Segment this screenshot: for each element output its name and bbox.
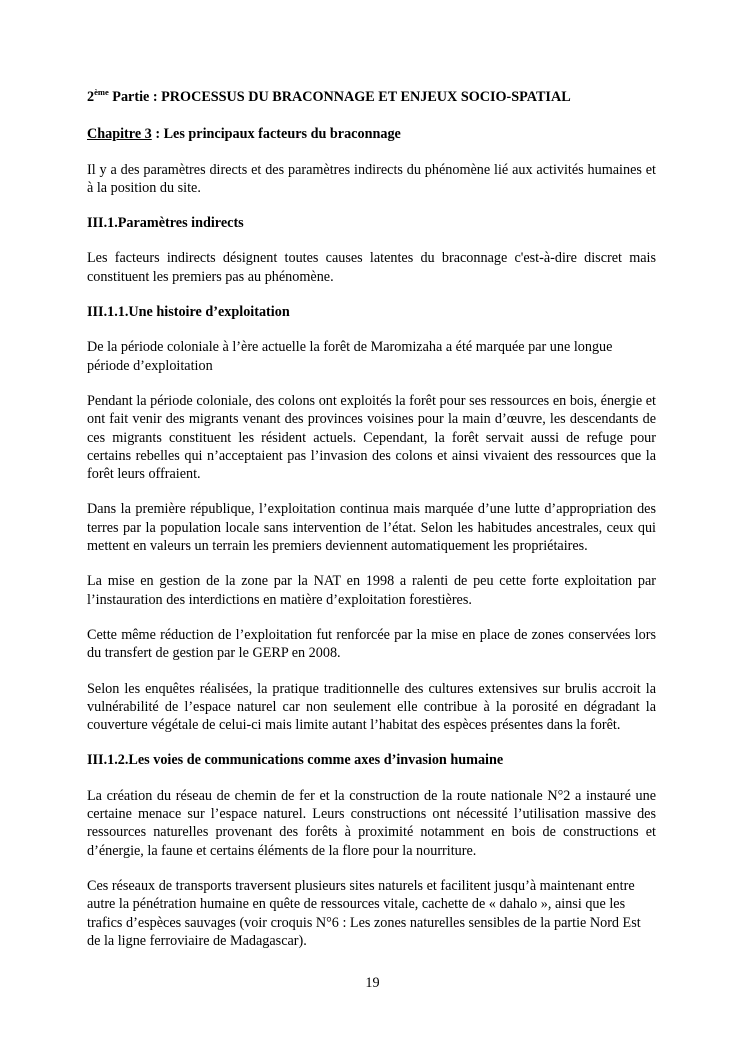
chapter-title: : Les principaux facteurs du braconnage bbox=[151, 126, 401, 143]
part-number-superscript: ème bbox=[94, 87, 109, 97]
section-heading-iii-1-2: III.1.2.Les voies de communications comme axes d’invasion humaine bbox=[87, 752, 504, 769]
page-number: 19 bbox=[365, 975, 380, 991]
part-heading bbox=[87, 88, 656, 106]
paragraph: Selon les enquêtes réalisées, la pratique traditionnelle des cultures extensives sur brulis accroit la vulnérabilité de l’espace naturel car non seulement elle contribue à la porosité en dégradant la couverture végétale de celui-ci mais limite autant l’habitat des espèces présentes dans la forêt. bbox=[87, 680, 656, 734]
document-page bbox=[87, 88, 656, 967]
paragraph: La mise en gestion de la zone par la NAT en 1998 a ralenti de peu cette forte exploitation par l’instauration des interdictions en matière d’exploitation forestières. bbox=[87, 573, 656, 608]
paragraph: Cette même réduction de l’exploitation fut renforcée par la mise en place de zones conservées lors du transfert de gestion par le GERP en 2008. bbox=[87, 626, 656, 662]
paragraph: Pendant la période coloniale, des colons ont exploités la forêt pour ses ressources en bois, énergie et ont fait venir des migrants venant des provinces voisines pour la main d’œuvre, les descendants de ces migrants constituent les résident actuels. Cependant, la forêt servait aussi de refuge pour certains rebelles qui n’acceptaient pas l’invasion des colons et ainsi vivaient des ressources que la forêt leurs offraient. bbox=[87, 392, 656, 483]
intro-paragraph: Il y a des paramètres directs et des paramètres indirects du phénomène lié aux activités humaines et à la position du site. bbox=[87, 161, 656, 196]
part-number: 2 bbox=[87, 89, 95, 105]
paragraph: Dans la première république, l’exploitation continua mais marquée d’une lutte d’appropriation des terres par la population locale sans intervention de l’état. Selon les habitudes ancestrales, ceux qui mettent en valeurs un terrain les premiers deviennent automatiquement les propriétaires. bbox=[87, 501, 656, 555]
chapter-label: Chapitre 3 bbox=[87, 126, 152, 143]
paragraph: De la période coloniale à l’ère actuelle la forêt de Maromizaha a été marquée par une longue période d’exploitation bbox=[87, 339, 613, 374]
paragraph: La création du réseau de chemin de fer et la construction de la route nationale N°2 a instauré une certaine menace sur l’espace naturel. Leurs constructions ont nécessité l’utilisation massive des ressources naturelles provenant des forêts à proximité notamment en bois de constructions et d’énergie, la faune et certains éléments de la flore pour la nourriture. bbox=[87, 787, 656, 859]
part-title: Partie : PROCESSUS DU BRACONNAGE ET ENJEUX SOCIO-SPATIAL bbox=[108, 89, 571, 105]
paragraph: Ces réseaux de transports traversent plusieurs sites naturels et facilitent jusqu’à maintenant entre autre la pénétration humaine en quête de ressources vitale, cachette de « dahalo », ainsi que les trafics d’espèces sauvages (voir croquis N°6 : Les zones naturelles sensibles de la partie Nord Est de la ligne ferroviaire de Madagascar). bbox=[87, 877, 641, 949]
section-heading-iii-1: III.1.Paramètres indirects bbox=[87, 215, 244, 232]
section-heading-iii-1-1: III.1.1.Une histoire d’exploitation bbox=[87, 304, 290, 321]
chapter-heading bbox=[87, 125, 656, 143]
section-iii-1-paragraph: Les facteurs indirects désignent toutes causes latentes du braconnage c'est-à-dire discret mais constituent les premiers pas au phénomène. bbox=[87, 250, 656, 285]
